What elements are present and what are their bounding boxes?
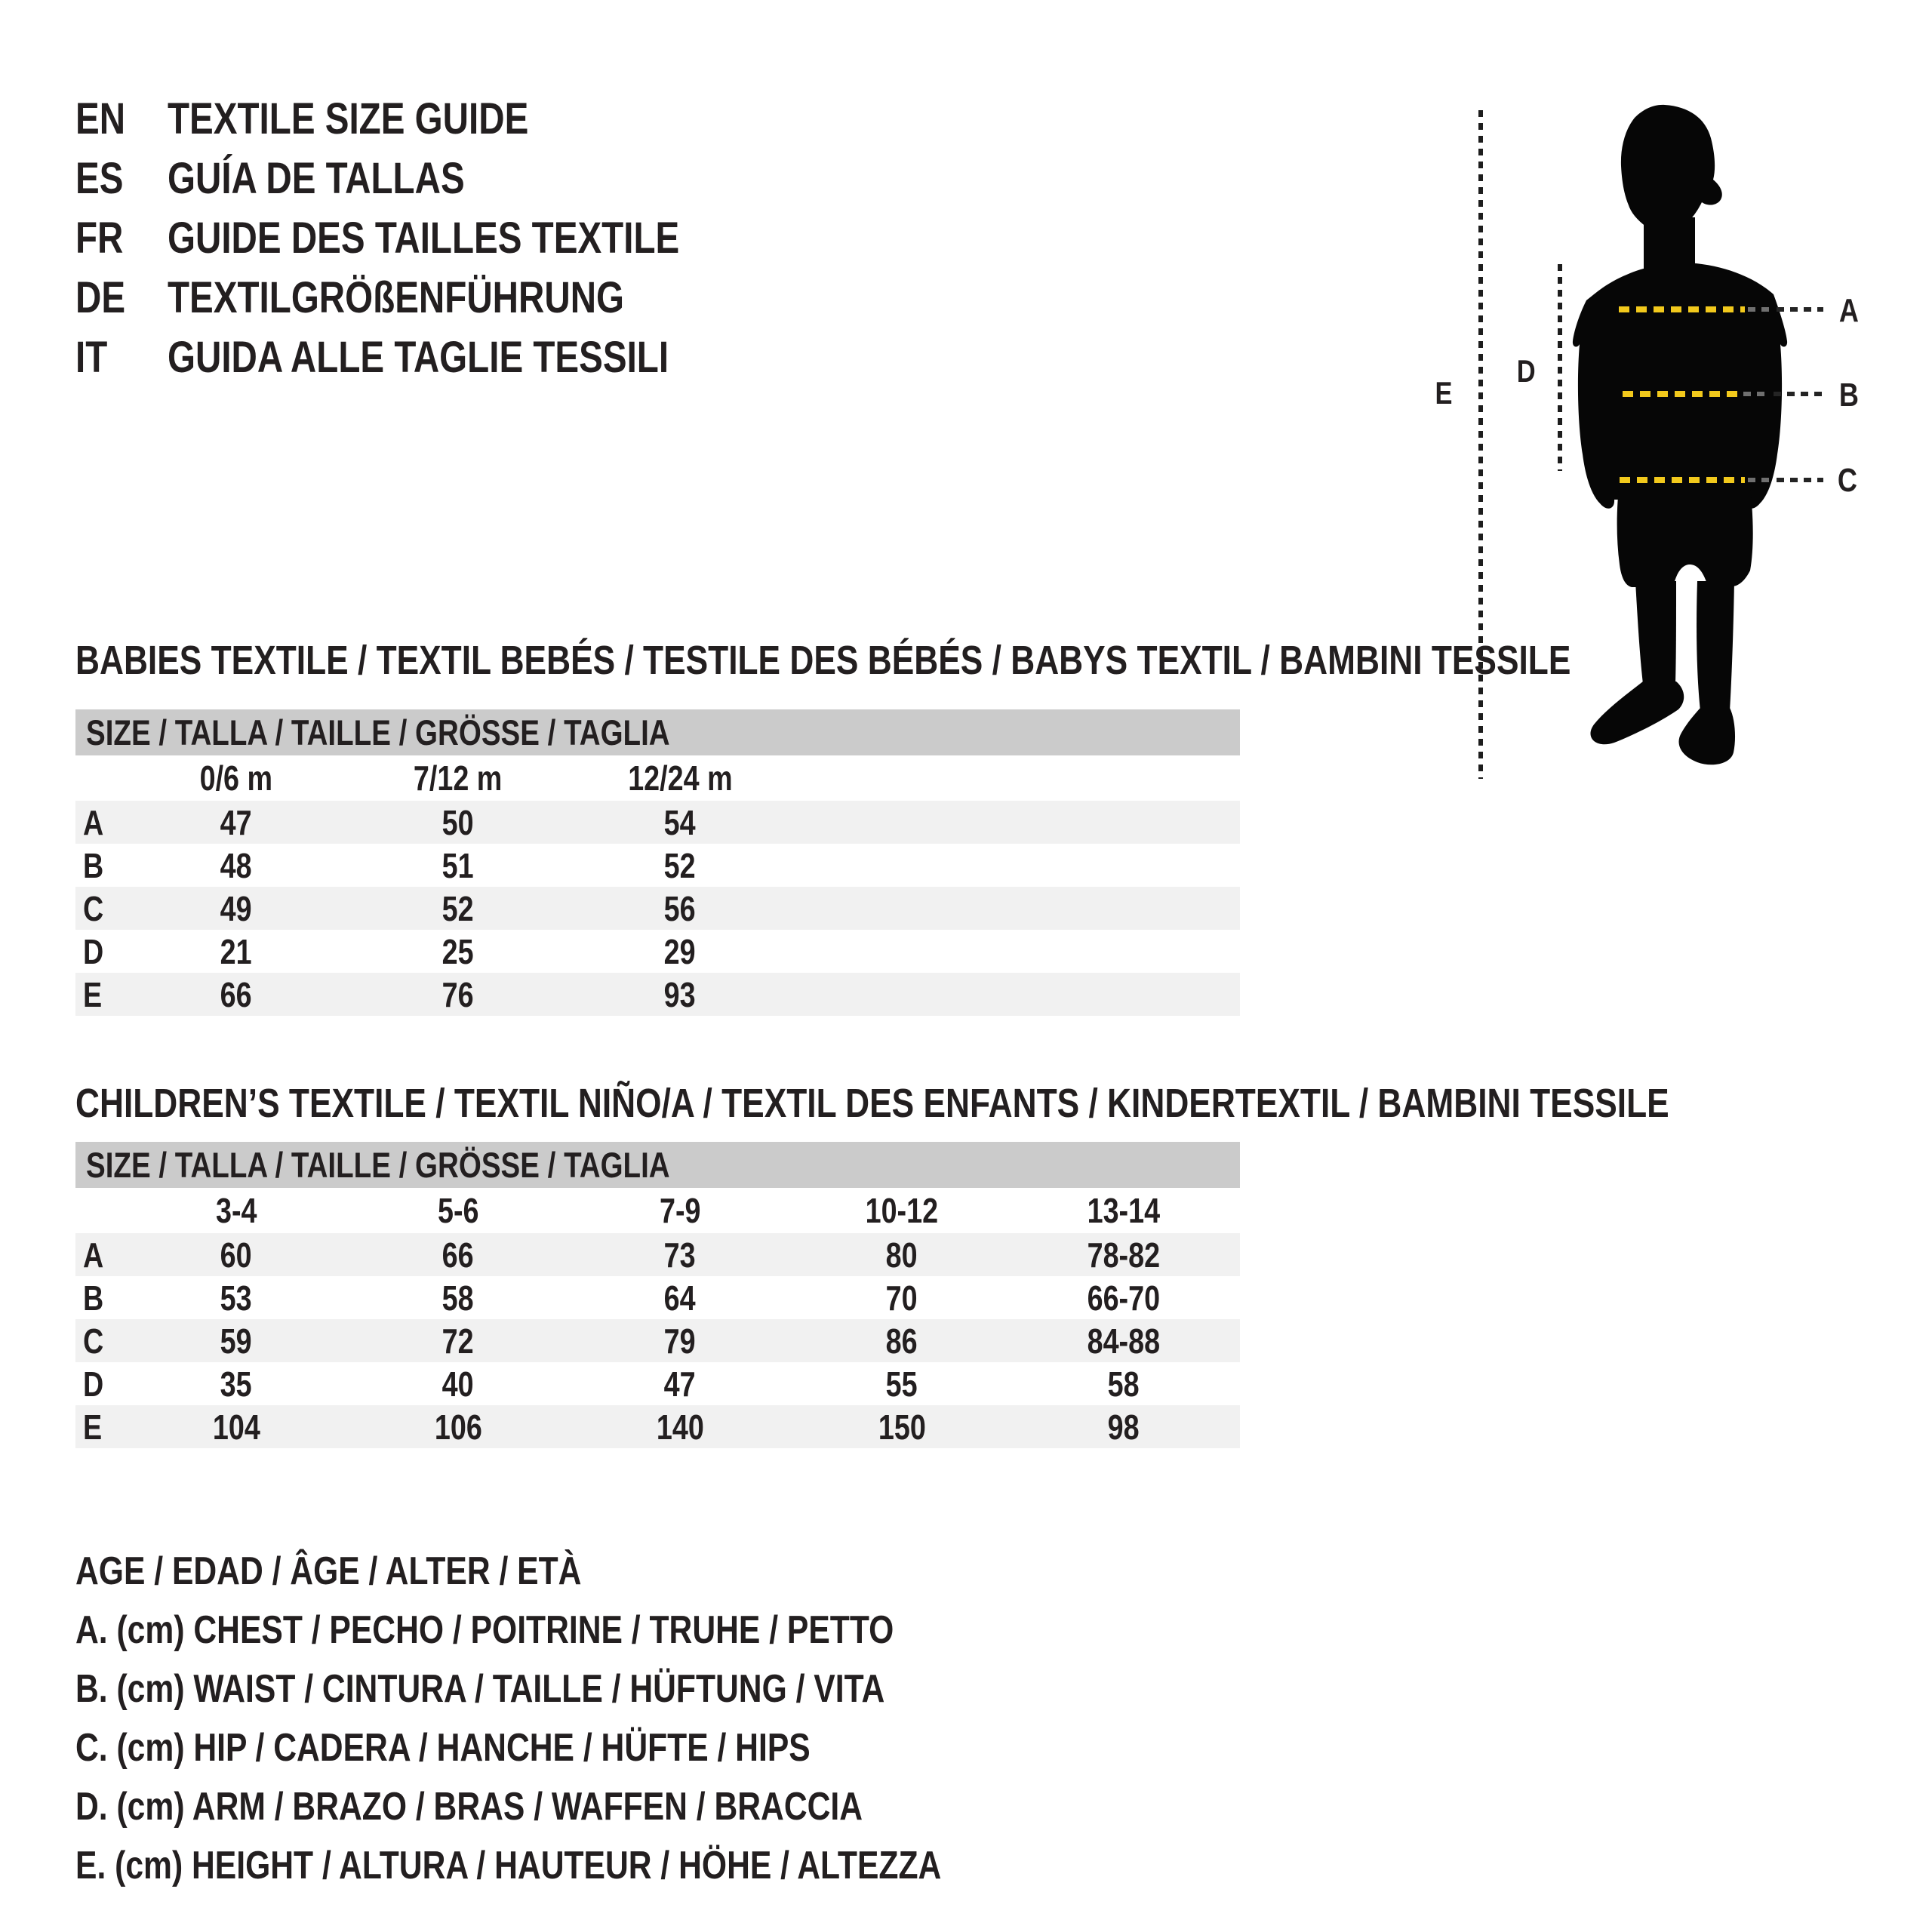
- value-cell: 104: [212, 1407, 260, 1447]
- legend-line-height: E. (cm) HEIGHT / ALTURA / HAUTEUR / HÖHE / ALTEZZA: [75, 1844, 942, 1887]
- row-label: C: [83, 1321, 104, 1361]
- value-cell: 49: [220, 888, 252, 928]
- table-row-e: [75, 973, 1240, 1016]
- table-row-e: [75, 1405, 1240, 1448]
- table-row-c: [75, 887, 1240, 930]
- value-cell: 35: [220, 1364, 252, 1404]
- value-cell: 66: [442, 1235, 474, 1275]
- size-header-label: SIZE / TALLA / TAILLE / GRÖSSE / TAGLIA: [86, 1145, 670, 1185]
- language-title: GUIDE DES TAILLES TEXTILE: [168, 214, 680, 263]
- value-cell: 106: [434, 1407, 482, 1447]
- value-cell: 66-70: [1087, 1278, 1161, 1318]
- measurement-legend: [75, 1542, 1131, 1895]
- value-cell: 25: [442, 931, 474, 971]
- value-cell: 140: [656, 1407, 704, 1447]
- language-row-it: [75, 328, 792, 387]
- value-cell: 47: [220, 802, 252, 842]
- language-title-list: [75, 89, 792, 387]
- value-cell: 53: [220, 1278, 252, 1318]
- legend-line-age: AGE / EDAD / ÂGE / ALTER / ETÀ: [75, 1549, 582, 1593]
- value-cell: 79: [664, 1321, 696, 1361]
- language-code: FR: [75, 214, 124, 263]
- value-cell: 54: [664, 802, 696, 842]
- table-row-a: [75, 1233, 1240, 1276]
- children-size-header-band: [75, 1142, 1240, 1188]
- value-cell: 64: [664, 1278, 696, 1318]
- row-label: A: [83, 1235, 104, 1275]
- row-label: C: [83, 888, 104, 928]
- row-label: D: [83, 931, 104, 971]
- language-row-fr: [75, 208, 792, 268]
- size-header-label: SIZE / TALLA / TAILLE / GRÖSSE / TAGLIA: [86, 712, 670, 752]
- language-row-de: [75, 268, 792, 328]
- language-row-en: [75, 89, 792, 149]
- value-cell: 58: [1108, 1364, 1140, 1404]
- value-cell: 52: [664, 845, 696, 885]
- children-size-table: [75, 1142, 1240, 1448]
- value-cell: 72: [442, 1321, 474, 1361]
- value-cell: 93: [664, 974, 696, 1014]
- table-row-d: [75, 930, 1240, 973]
- value-cell: 21: [220, 931, 252, 971]
- babies-size-header-band: [75, 709, 1240, 755]
- table-row-c: [75, 1319, 1240, 1362]
- value-cell: 66: [220, 974, 252, 1014]
- silhouette-left-foot: [1590, 681, 1684, 744]
- value-cell: 58: [442, 1278, 474, 1318]
- value-cell: 60: [220, 1235, 252, 1275]
- value-cell: 76: [442, 974, 474, 1014]
- value-cell: 47: [664, 1364, 696, 1404]
- table-row-b: [75, 1276, 1240, 1319]
- language-code: EN: [75, 94, 126, 143]
- figure-label-hip-c: C: [1837, 462, 1858, 499]
- value-cell: 56: [664, 888, 696, 928]
- language-title: GUIDA ALLE TAGLIE TESSILI: [168, 333, 669, 382]
- value-cell: 29: [664, 931, 696, 971]
- column-header: 10-12: [865, 1191, 939, 1230]
- table-row-a: [75, 801, 1240, 844]
- value-cell: 40: [442, 1364, 474, 1404]
- child-silhouette-diagram: [1396, 72, 1872, 800]
- legend-line-chest: A. (cm) CHEST / PECHO / POITRINE / TRUHE / PETTO: [75, 1608, 894, 1652]
- language-row-es: [75, 149, 792, 208]
- language-code: IT: [75, 333, 108, 382]
- silhouette-shorts: [1617, 480, 1753, 587]
- value-cell: 70: [886, 1278, 918, 1318]
- column-header: 13-14: [1087, 1191, 1161, 1230]
- value-cell: 150: [878, 1407, 926, 1447]
- babies-section-title: BABIES TEXTILE / TEXTIL BEBÉS / TESTILE DES BÉBÉS / BABYS TEXTIL / BAMBINI TESSILE: [75, 638, 1571, 683]
- value-cell: 73: [664, 1235, 696, 1275]
- silhouette-right-foot: [1679, 708, 1736, 764]
- babies-size-table: [75, 709, 1240, 1016]
- children-section-title: CHILDREN’S TEXTILE / TEXTIL NIÑO/A / TEXTIL DES ENFANTS / KINDERTEXTIL / BAMBINI TESSILE: [75, 1081, 1669, 1126]
- row-label: E: [83, 1407, 103, 1447]
- column-header: 5-6: [437, 1191, 479, 1230]
- value-cell: 84-88: [1087, 1321, 1161, 1361]
- figure-label-height-e: E: [1435, 375, 1453, 411]
- value-cell: 80: [886, 1235, 918, 1275]
- row-label: B: [83, 1278, 104, 1318]
- legend-line-waist: B. (cm) WAIST / CINTURA / TAILLE / HÜFTUNG / VITA: [75, 1667, 885, 1711]
- value-cell: 48: [220, 845, 252, 885]
- silhouette-torso: [1573, 263, 1787, 509]
- legend-line-arm: D. (cm) ARM / BRAZO / BRAS / WAFFEN / BRACCIA: [75, 1785, 863, 1829]
- row-label: B: [83, 845, 104, 885]
- babies-column-header-row: [75, 755, 1240, 801]
- table-row-b: [75, 844, 1240, 887]
- legend-line-hip: C. (cm) HIP / CADERA / HANCHE / HÜFTE / HIPS: [75, 1726, 811, 1770]
- column-header: 3-4: [215, 1191, 257, 1230]
- value-cell: 50: [442, 802, 474, 842]
- value-cell: 86: [886, 1321, 918, 1361]
- children-column-header-row: [75, 1188, 1240, 1233]
- row-label: E: [83, 974, 103, 1014]
- silhouette-head: [1621, 105, 1722, 232]
- column-header: 0/6 m: [199, 758, 273, 798]
- column-header: 12/24 m: [627, 758, 733, 798]
- value-cell: 78-82: [1087, 1235, 1161, 1275]
- figure-label-chest-a: A: [1838, 292, 1860, 329]
- value-cell: 98: [1108, 1407, 1140, 1447]
- figure-label-waist-b: B: [1838, 377, 1860, 414]
- language-title: TEXTILGRÖßENFÜHRUNG: [168, 273, 625, 322]
- language-code: ES: [75, 154, 124, 203]
- value-cell: 52: [442, 888, 474, 928]
- column-header: 7/12 m: [414, 758, 503, 798]
- value-cell: 51: [442, 845, 474, 885]
- row-label: A: [83, 802, 104, 842]
- value-cell: 59: [220, 1321, 252, 1361]
- value-cell: 55: [886, 1364, 918, 1404]
- language-code: DE: [75, 273, 126, 322]
- language-title: GUÍA DE TALLAS: [168, 154, 465, 203]
- column-header: 7-9: [659, 1191, 701, 1230]
- figure-label-arm-d: D: [1516, 353, 1536, 389]
- table-row-d: [75, 1362, 1240, 1405]
- row-label: D: [83, 1364, 104, 1404]
- language-title: TEXTILE SIZE GUIDE: [168, 94, 529, 143]
